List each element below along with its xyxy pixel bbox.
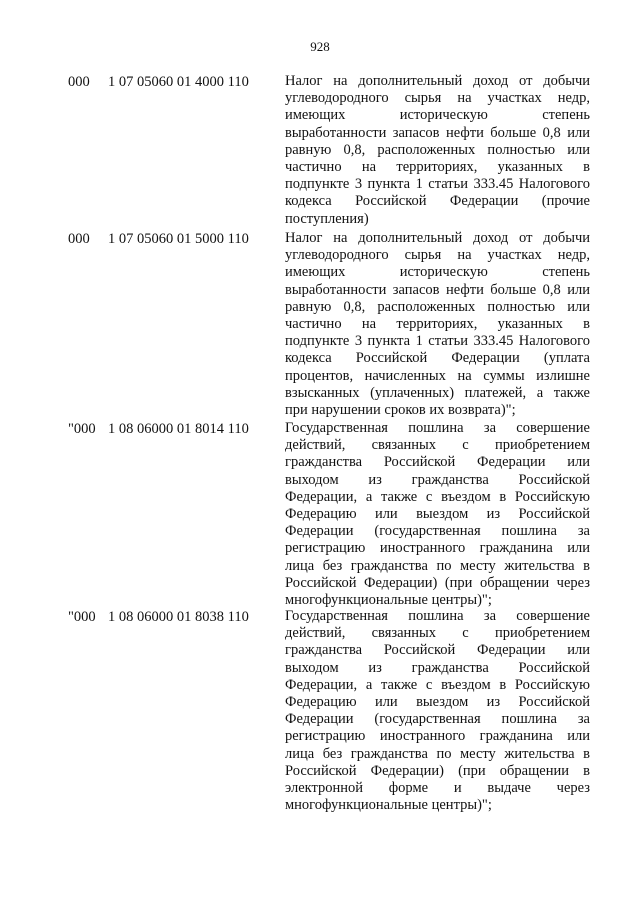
description-line: лица без гражданства по месту жительства в — [285, 745, 590, 762]
description-line: равную 0,8, расположенных полностью или — [285, 298, 590, 315]
description-line: Государственная пошлина за совершение — [285, 608, 590, 624]
description-line: регистрацию иностранного гражданина или — [285, 540, 590, 557]
description-line: кодекса Российской Федерации (прочие — [285, 193, 590, 210]
classification-code: 1 08 06000 01 8014 110 — [108, 421, 249, 437]
description-line: кодекса Российской Федерации (уплата — [285, 350, 590, 367]
entry-description — [285, 230, 590, 419]
description-line: равную 0,8, расположенных полностью или — [285, 141, 590, 158]
description-line: Государственная пошлина за совершение — [285, 420, 590, 436]
description-line: Налог на дополнительный доход от добычи — [285, 73, 590, 89]
entry-description — [285, 608, 590, 814]
description-line: Федерацию или выездом из Российской — [285, 693, 590, 710]
description-line: многофункциональные центры)"; — [285, 591, 492, 608]
description-line: Российской Федерации) (при обращении через — [285, 574, 590, 591]
classification-code: 1 07 05060 01 4000 110 — [108, 74, 249, 90]
description-line: действий, связанных с приобретением — [285, 437, 590, 454]
classification-code: 1 07 05060 01 5000 110 — [108, 231, 249, 247]
description-line: Налог на дополнительный доход от добычи — [285, 230, 590, 246]
description-line: электронной форме и выдаче через — [285, 779, 590, 796]
description-line: подпункте 3 пункта 1 статьи 333.45 Налогового — [285, 333, 590, 350]
description-line: действий, связанных с приобретением — [285, 625, 590, 642]
description-line: имеющих историческую степень — [285, 107, 590, 124]
description-line: выработанности запасов нефти больше 0,8 или — [285, 281, 590, 298]
admin-code: "000 — [68, 421, 96, 437]
description-line: углеводородного сырья на участках недр, — [285, 90, 590, 107]
description-line: выходом из гражданства Российской — [285, 471, 590, 488]
description-line: Федерации (государственная пошлина за — [285, 711, 590, 728]
description-line: имеющих историческую степень — [285, 264, 590, 281]
description-line: выходом из гражданства Российской — [285, 659, 590, 676]
description-line: многофункциональные центры)"; — [285, 797, 492, 814]
description-line: частично на территориях, указанных в — [285, 315, 590, 332]
description-line: Федерации, а также с въездом в Российскую — [285, 488, 590, 505]
description-line: Федерации (государственная пошлина за — [285, 523, 590, 540]
admin-code: 000 — [68, 231, 90, 247]
classification-code: 1 08 06000 01 8038 110 — [108, 609, 249, 625]
description-line: поступления) — [285, 210, 369, 227]
description-line: частично на территориях, указанных в — [285, 158, 590, 175]
description-line: Федерации, а также с въездом в Российскую — [285, 676, 590, 693]
description-line: Российской Федерации) (при обращении в — [285, 762, 590, 779]
description-line: гражданства Российской Федерации или — [285, 454, 590, 471]
description-line: процентов, начисленных на суммы излишне — [285, 367, 590, 384]
description-line: лица без гражданства по месту жительства в — [285, 557, 590, 574]
description-line: гражданства Российской Федерации или — [285, 642, 590, 659]
description-line: Федерацию или выездом из Российской — [285, 505, 590, 522]
admin-code: "000 — [68, 609, 96, 625]
description-line: выработанности запасов нефти больше 0,8 или — [285, 124, 590, 141]
description-line: при нарушении сроков их возврата)"; — [285, 401, 516, 418]
description-line: углеводородного сырья на участках недр, — [285, 247, 590, 264]
page-number: 928 — [310, 39, 330, 54]
description-line: регистрацию иностранного гражданина или — [285, 728, 590, 745]
description-line: взысканных (уплаченных) платежей, а также — [285, 384, 590, 401]
description-line: подпункте 3 пункта 1 статьи 333.45 Налогового — [285, 176, 590, 193]
entry-description — [285, 73, 590, 228]
admin-code: 000 — [68, 74, 90, 90]
entry-description — [285, 420, 590, 609]
